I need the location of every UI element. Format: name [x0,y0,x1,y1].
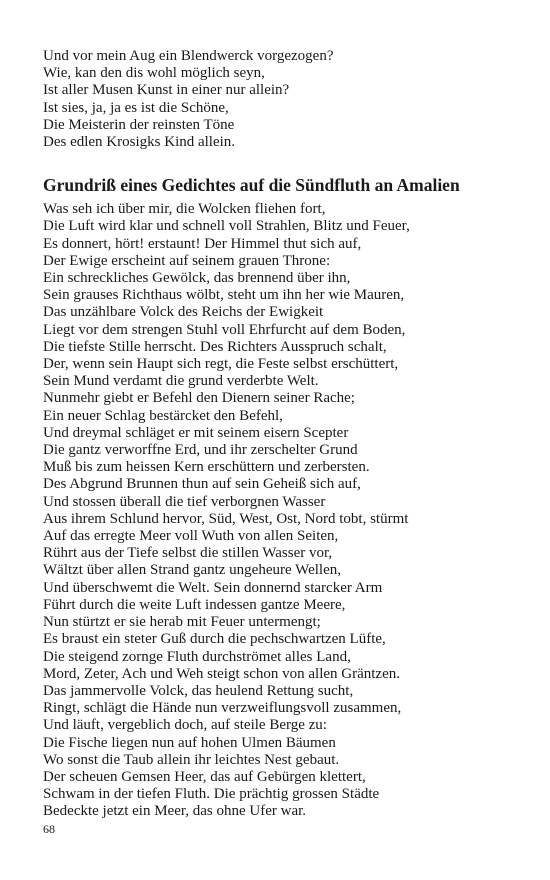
poem-line: Ist aller Musen Kunst in einer nur allein? [43,82,290,99]
poem-line: Und läuft, vergeblich doch, auf steile Berge zu: [43,717,327,734]
poem-line: Die Fische liegen nun auf hohen Ulmen Bäumen [43,734,336,751]
poem-line: Ringt, schlägt die Hände nun verzweiflungsvoll zusammen, [43,700,402,717]
poem-line: Der scheuen Gemsen Heer, das auf Gebürgen klettert, [43,768,366,785]
poem-line: Bedeckte jetzt ein Meer, das ohne Ufer war. [43,803,307,820]
poem-line: Es braust ein steter Guß durch die pechschwartzen Lüfte, [43,631,386,648]
poem-line: Muß bis zum heissen Kern erschüttern und zerbersten. [43,459,370,476]
poem-line: Des edlen Krosigks Kind allein. [43,134,236,151]
poem-line: Wie, kan den dis wohl möglich seyn, [43,65,265,82]
poem-heading: Grundriß eines Gedichtes auf die Sündfluth an Amalien [43,175,460,196]
poem-line: Sein grauses Richthaus wölbt, steht um ihn her wie Mauren, [43,287,405,304]
poem-line: Des Abgrund Brunnen thun auf sein Geheiß sich auf, [43,476,361,493]
poem-line: Ein schreckliches Gewölck, das brennend über ihn, [43,270,351,287]
top-stanza [43,48,513,151]
poem-line: Die Meisterin der reinsten Töne [43,116,235,133]
poem-line: Nun stürtzt er sie herab mit Feuer untermengt; [43,614,321,631]
poem-line: Aus ihrem Schlund hervor, Süd, West, Ost, Nord tobt, stürmt [43,510,409,527]
poem-line: Sein Mund verdamt die grund verderbte Welt. [43,373,319,390]
poem-line: Liegt vor dem strengen Stuhl voll Ehrfurcht auf dem Boden, [43,321,406,338]
poem-line: Was seh ich über mir, die Wolcken fliehen fort, [43,201,326,218]
poem-line: Wo sonst die Taub allein ihr leichtes Nest gebaut. [43,751,340,768]
poem-line: Der, wenn sein Haupt sich regt, die Feste selbst erschüttert, [43,356,399,373]
poem-line: Das jammervolle Volck, das heulend Rettung sucht, [43,682,354,699]
poem-line: Es donnert, hört! erstaunt! Der Himmel thut sich auf, [43,235,362,252]
page-number: 68 [43,822,55,836]
poem-line: Die steigend zornge Fluth durchströmet alles Land, [43,648,351,665]
poem-line: Schwam in der tiefen Fluth. Die prächtig grossen Städte [43,786,380,803]
poem-line: Mord, Zeter, Ach und Weh steigt schon von allen Gräntzen. [43,665,400,682]
poem-line: Nunmehr giebt er Befehl den Dienern seiner Rache; [43,390,355,407]
document-page [43,48,513,821]
poem-line: Wältzt über allen Strand gantz ungeheure Wellen, [43,562,341,579]
poem-line: Und überschwemt die Welt. Sein donnernd starcker Arm [43,579,383,596]
poem-body [43,201,513,820]
poem-line: Und stossen überall die tief verborgnen Wasser [43,493,326,510]
poem-line: Die Luft wird klar und schnell voll Strahlen, Blitz und Feuer, [43,218,410,235]
poem-line: Das unzählbare Volck des Reichs der Ewigkeit [43,304,324,321]
poem-line: Und vor mein Aug ein Blendwerck vorgezogen? [43,48,334,64]
poem-line: Ist sies, ja, ja es ist die Schöne, [43,99,229,116]
poem-line: Und dreymal schläget er mit seinem eisern Scepter [43,424,349,441]
poem-line: Rührt aus der Tiefe selbst die stillen Wasser vor, [43,545,333,562]
poem-line: Führt durch die weite Luft indessen gantze Meere, [43,596,346,613]
poem-line: Auf das erregte Meer voll Wuth von allen Seiten, [43,528,339,545]
poem-line: Die gantz verworffne Erd, und ihr zerschelter Grund [43,442,358,459]
poem-line: Ein neuer Schlag bestärcket den Befehl, [43,407,283,424]
poem-line: Der Ewige erscheint auf seinem grauen Throne: [43,252,331,269]
poem-line: Die tiefste Stille herrscht. Des Richters Ausspruch schalt, [43,338,387,355]
